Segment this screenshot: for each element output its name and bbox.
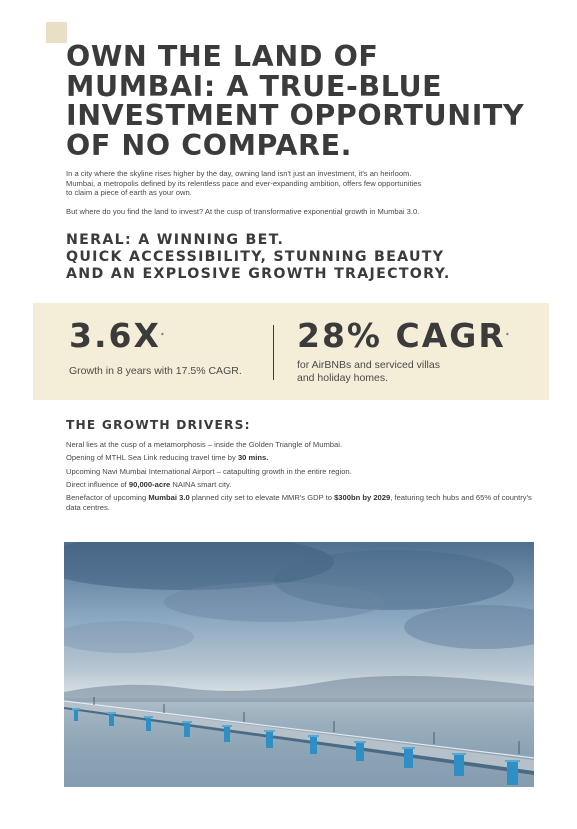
growth-drivers-title: THE GROWTH DRIVERS: — [66, 418, 251, 432]
driver-item: Upcoming Navi Mumbai International Airport – catapulting growth in the entire region. — [66, 466, 352, 476]
stats-band — [33, 303, 549, 400]
growth-drivers-list — [66, 440, 546, 516]
stat-number: 28% CAGR — [297, 316, 506, 355]
headline-line: INVESTMENT OPPORTUNITY — [66, 99, 525, 132]
sub-headline — [66, 232, 451, 283]
sub-headline-line: QUICK ACCESSIBILITY, STUNNING BEAUTY — [66, 249, 445, 265]
stat-caption — [297, 359, 497, 384]
intro-line: In a city where the skyline rises higher by the day, owning land isn't just an investment, it's an heirloom. — [66, 169, 412, 178]
stat-value — [297, 317, 509, 355]
decorative-square — [46, 22, 67, 43]
stat-divider — [273, 325, 274, 380]
driver-item: Neral lies at the cusp of a metamorphosis – inside the Golden Triangle of Mumbai. — [66, 440, 343, 449]
sub-headline-line: AND AN EXPLOSIVE GROWTH TRAJECTORY. — [66, 266, 451, 282]
bridge-illustration — [64, 542, 534, 787]
stat-growth — [69, 317, 242, 378]
stat-caption-line: Growth in 8 years with 17.5% CAGR. — [69, 365, 242, 377]
headline-line: OWN THE LAND OF — [66, 40, 379, 73]
intro-text — [66, 169, 536, 216]
page-headline — [66, 42, 566, 160]
footnote-mark: * — [505, 332, 509, 339]
stat-number: 3.6X — [69, 316, 161, 355]
stat-caption — [69, 365, 242, 378]
driver-item: Opening of MTHL Sea Link reducing travel time by 30 mins. — [66, 453, 269, 463]
intro-line: But where do you find the land to invest? At the cusp of transformative exponential growth in Mumbai 3.0. — [66, 206, 420, 216]
headline-line: MUMBAI: A TRUE-BLUE — [66, 69, 443, 103]
intro-line: to claim a piece of earth as your own. — [66, 188, 192, 197]
driver-item: Benefactor of upcoming Mumbai 3.0 planned city set to elevate MMR's GDP to $300bn by 2029, featuring tech hubs and 65% of country's data centres. — [66, 493, 532, 512]
driver-item: Direct influence of 90,000-acre NAINA smart city. — [66, 479, 232, 489]
intro-line: Mumbai, a metropolis defined by its relentless pace and ever-expanding ambition, offers few opportunities — [66, 178, 422, 188]
stat-caption-line: for AirBNBs and serviced villas — [297, 359, 440, 371]
stat-value — [69, 317, 242, 355]
headline-line: OF NO COMPARE. — [66, 128, 353, 162]
footnote-mark: * — [160, 332, 164, 339]
stat-cagr — [297, 317, 509, 384]
sea-link-bridge-photo — [64, 542, 534, 787]
stat-caption-line: and holiday homes. — [297, 371, 389, 384]
sub-headline-line: NERAL: A WINNING BET. — [66, 232, 285, 248]
